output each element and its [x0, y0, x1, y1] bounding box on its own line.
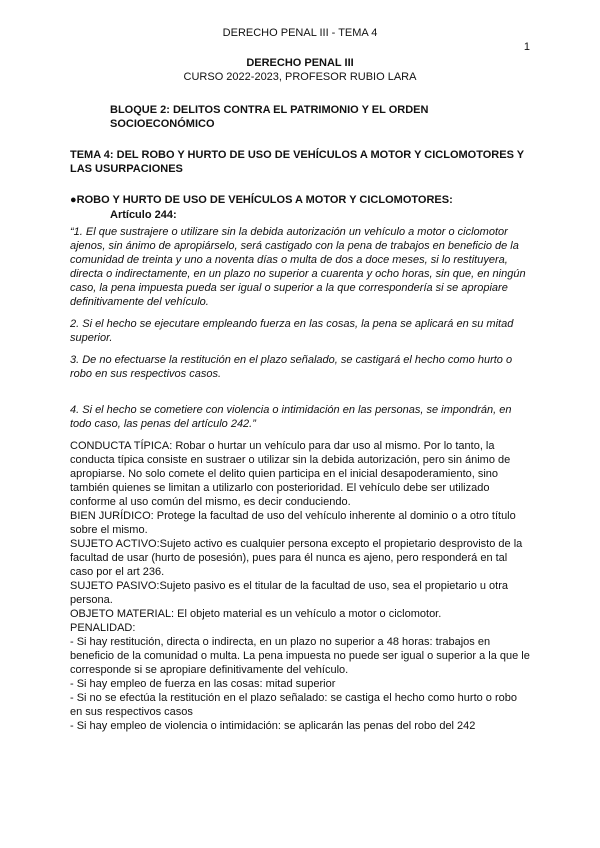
doc-title: DERECHO PENAL III: [246, 57, 354, 69]
body-paragraph-objeto-material: OBJETO MATERIAL: El objeto material es un vehículo a motor o ciclomotor.: [70, 608, 442, 620]
quote-paragraph: 3. De no efectuarse la restitución en el plazo señalado, se castigará el hecho como hurto o robo en sus respectivos casos.: [70, 354, 513, 380]
heading-articulo: Artículo 244:: [110, 209, 177, 221]
body-paragraph-conducta-tipica: CONDUCTA TÍPICA: Robar o hurtar un vehículo para dar uso al mismo. Por lo tanto, la conducta típica consiste en sustraer o utilizar sin la debida autorización, pero sin ánimo de apropiarse. No solo comete el delito quien participa en el inicial desapoderamiento, sino también quienes se limitan a utilizarlo con posterioridad. El vehículo debe ser utilizado conforme al uso común del mismo, es decir conduciendo.: [70, 440, 511, 508]
body-paragraph-sujeto-activo: SUJETO ACTIVO:Sujeto activo es cualquier persona excepto el propietario desprovisto de la facultad de usar (hurto de posesión), pues para él nunca es ajeno, pero responderá en tal caso por el art 236.: [70, 538, 523, 578]
analysis-body: [70, 439, 530, 733]
penalidad-item: - Si hay restitución, directa o indirecta, en un plazo no superior a 48 horas: trabajos en beneficio de la comunidad o multa. La pena impuesta no puede ser igual o superior a la que le corresponde si se apropiare definitivamente del vehículo.: [70, 636, 530, 676]
article-quote-block: [70, 225, 530, 431]
heading-bloque: BLOQUE 2: DELITOS CONTRA EL PATRIMONIO Y EL ORDEN SOCIOECONÓMICO: [110, 104, 429, 130]
running-header: DERECHO PENAL III - TEMA 4: [222, 27, 378, 39]
page-number: 1: [523, 41, 530, 53]
quote-paragraph: 4. Si el hecho se cometiere con violencia o intimidación en las personas, se impondrán, en todo caso, las penas del artículo 242.”: [70, 404, 512, 430]
penalidad-item: - Si no se efectúa la restitución en el plazo señalado: se castiga el hecho como hurto o robo en sus respectivos casos: [70, 692, 517, 718]
body-paragraph-bien-juridico: BIEN JURÍDICO: Protege la facultad de uso del vehículo inherente al dominio o a otro título sobre el mismo.: [70, 510, 516, 536]
body-paragraph-sujeto-pasivo: SUJETO PASIVO:Sujeto pasivo es el titular de la facultad de uso, sea el propietario u otra persona.: [70, 580, 508, 606]
quote-paragraph: “1. El que sustrajere o utilizare sin la debida autorización un vehículo a motor o ciclomotor ajenos, sin ánimo de apropiárselo, será castigado con la pena de trabajos en beneficio de la comunidad de treinta y uno a noventa días o multa de dos a doce meses, si lo restituyera, directa o indirectamente, en un plazo no superior a cuarenta y ocho horas, sin que, en ningún caso, la pena impuesta pueda ser igual o superior a la que correspondería si se apropiare definitivamente del vehículo.: [70, 226, 526, 308]
body-paragraph-penalidad: PENALIDAD:: [70, 622, 136, 634]
doc-subtitle: CURSO 2022-2023, PROFESOR RUBIO LARA: [183, 71, 417, 83]
heading-section: ●ROBO Y HURTO DE USO DE VEHÍCULOS A MOTOR Y CICLOMOTORES:: [70, 194, 453, 206]
heading-tema: TEMA 4: DEL ROBO Y HURTO DE USO DE VEHÍCULOS A MOTOR Y CICLOMOTORES Y LAS USURPACIONES: [70, 149, 524, 175]
quote-paragraph: 2. Si el hecho se ejecutare empleando fuerza en las cosas, la pena se aplicará en su mitad superior.: [70, 318, 514, 344]
penalidad-item: - Si hay empleo de violencia o intimidación: se aplicarán las penas del robo del 242: [70, 720, 476, 732]
penalidad-item: - Si hay empleo de fuerza en las cosas: mitad superior: [70, 678, 336, 690]
